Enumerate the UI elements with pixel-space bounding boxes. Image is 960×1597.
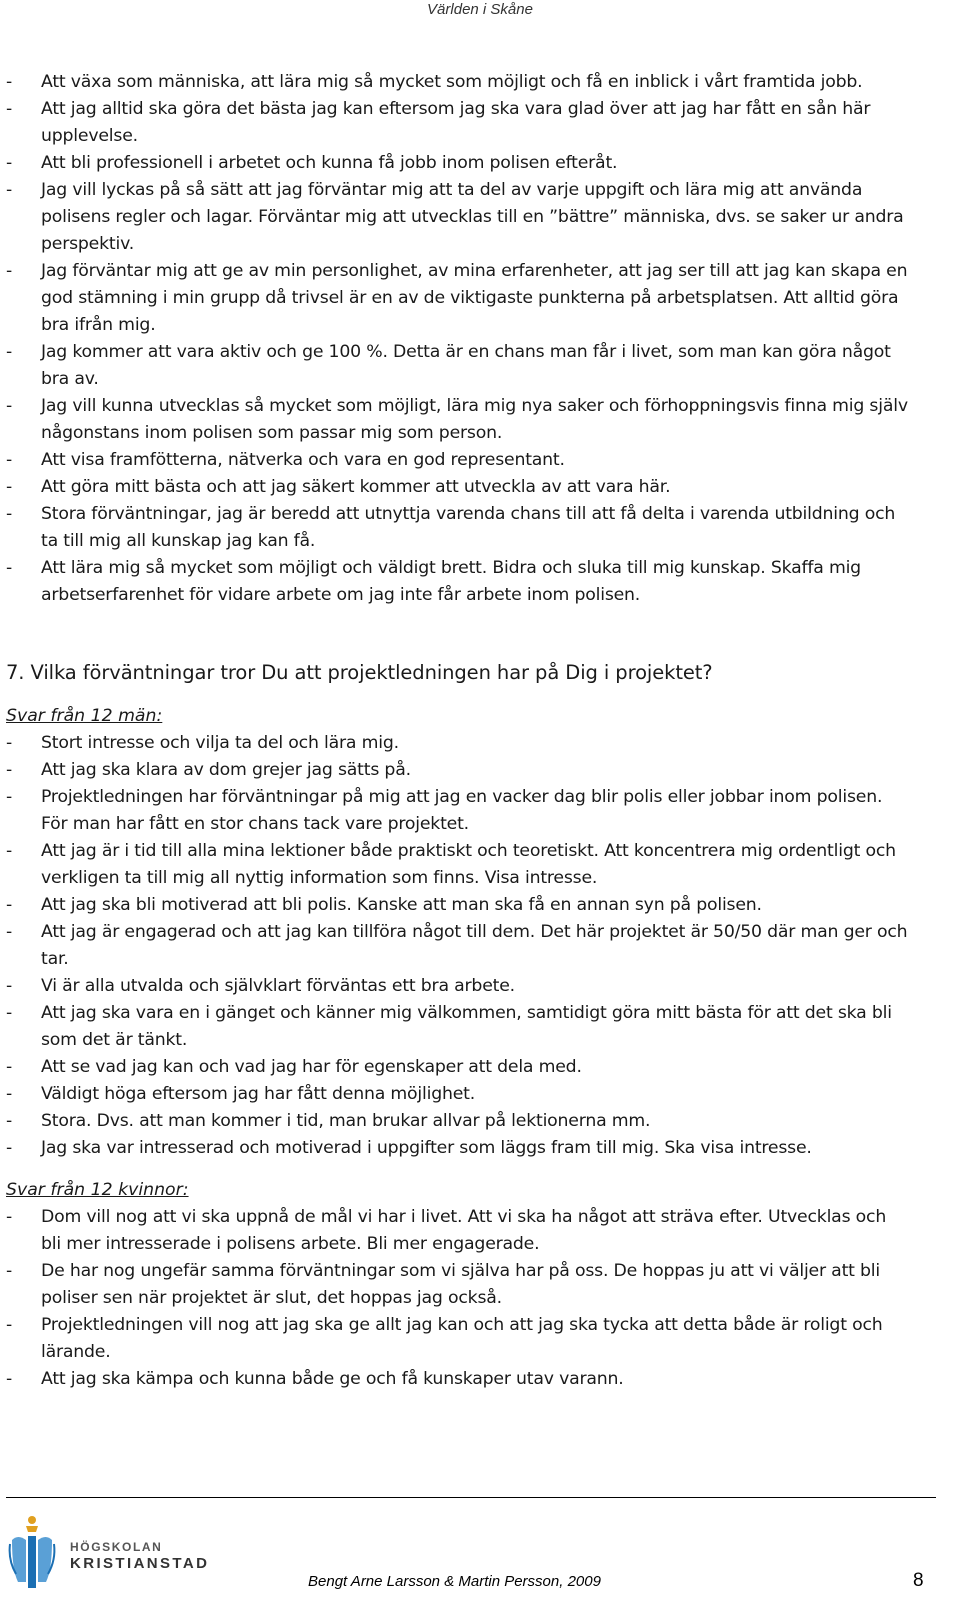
footer-authors: Bengt Arne Larsson & Martin Persson, 2009: [308, 1573, 601, 1590]
document-body: [6, 69, 911, 1393]
men-answer-list: [6, 730, 911, 1162]
list-item: - Att jag ska vara en i gänget och känner mig välkommen, samtidigt göra mitt bästa för att det ska bli som det är tänkt.: [6, 1000, 911, 1054]
list-item: - Att jag alltid ska göra det bästa jag kan eftersom jag ska vara glad över att jag har fått en sån här upplevelse.: [6, 96, 911, 150]
list-item: - Att göra mitt bästa och att jag säkert kommer att utveckla av att vara här.: [6, 474, 911, 501]
list-item: - Att visa framfötterna, nätverka och vara en god representant.: [6, 447, 911, 474]
list-item: - Stora förväntningar, jag är beredd att utnyttja varenda chans till att få delta i varenda utbildning och ta till mig all kunskap jag kan få.: [6, 501, 911, 555]
list-item: - Jag kommer att vara aktiv och ge 100 %. Detta är en chans man får i livet, som man kan göra något bra av.: [6, 339, 911, 393]
logo-line-1: HÖGSKOLAN: [70, 1540, 163, 1554]
men-answers-label: Svar från 12 män:: [6, 706, 163, 726]
list-item: - Jag vill lyckas på så sätt att jag förväntar mig att ta del av varje uppgift och lära mig att använda polisens regler och lagar. Förväntar mig att utvecklas till en ”bättre” människa, dvs. se saker ur andra perspektiv.: [6, 177, 911, 258]
university-logo: [8, 1510, 208, 1590]
list-item: - Att se vad jag kan och vad jag har för egenskaper att dela med.: [6, 1054, 911, 1081]
hogskolan-kristianstad-crest-icon: [8, 1510, 68, 1588]
list-item: - Att jag ska klara av dom grejer jag sätts på.: [6, 757, 911, 784]
list-item: - Att växa som människa, att lära mig så mycket som möjligt och få en inblick i vårt framtida jobb.: [6, 69, 911, 96]
list-item: - Att jag ska kämpa och kunna både ge och få kunskaper utav varann.: [6, 1366, 911, 1393]
list-item: - Stora. Dvs. att man kommer i tid, man brukar allvar på lektionerna mm.: [6, 1108, 911, 1135]
list-item: - Att jag ska bli motiverad att bli polis. Kanske att man ska få en annan syn på polisen.: [6, 892, 911, 919]
question-heading: 7. Vilka förväntningar tror Du att projektledningen har på Dig i projektet?: [6, 661, 713, 684]
logo-line-2: KRISTIANSTAD: [70, 1555, 210, 1572]
list-item: - Att jag är engagerad och att jag kan tillföra något till dem. Det här projektet är 50/50 där man ger och tar.: [6, 919, 911, 973]
page-number: 8: [913, 1570, 924, 1591]
list-item: - Jag ska var intresserad och motiverad i uppgifter som läggs fram till mig. Ska visa intresse.: [6, 1135, 911, 1162]
list-item: - Projektledningen har förväntningar på mig att jag en vacker dag blir polis eller jobbar inom polisen. För man har fått en stor chans tack vare projektet.: [6, 784, 911, 838]
list-item: - Väldigt höga eftersom jag har fått denna möjlighet.: [6, 1081, 911, 1108]
list-item: - Att bli professionell i arbetet och kunna få jobb inom polisen efteråt.: [6, 150, 911, 177]
list-item: - Projektledningen vill nog att jag ska ge allt jag kan och att jag ska tycka att detta både är roligt och lärande.: [6, 1312, 911, 1366]
women-answers-label: Svar från 12 kvinnor:: [6, 1180, 189, 1200]
running-header: Världen i Skåne: [427, 1, 533, 18]
list-item: - Vi är alla utvalda och självklart förväntas ett bra arbete.: [6, 973, 911, 1000]
list-item: - De har nog ungefär samma förväntningar som vi själva har på oss. De hoppas ju att vi väljer att bli poliser sen när projektet är slut, det hoppas jag också.: [6, 1258, 911, 1312]
list-item: - Jag vill kunna utvecklas så mycket som möjligt, lära mig nya saker och förhoppningsvis finna mig själv någonstans inom polisen som passar mig som person.: [6, 393, 911, 447]
women-answer-list: [6, 1204, 911, 1393]
footer-divider: [6, 1497, 936, 1498]
list-item: - Stort intresse och vilja ta del och lära mig.: [6, 730, 911, 757]
list-item: - Att lära mig så mycket som möjligt och väldigt brett. Bidra och sluka till mig kunskap. Skaffa mig arbetserfarenhet för vidare arbete om jag inte får arbete inom polisen.: [6, 555, 911, 609]
list-item: - Att jag är i tid till alla mina lektioner både praktiskt och teoretiskt. Att koncentrera mig ordentligt och verkligen ta till mig all nyttig information som finns. Visa intresse.: [6, 838, 911, 892]
list-item: - Jag förväntar mig att ge av min personlighet, av mina erfarenheter, att jag ser till att jag kan skapa en god stämning i min grupp då trivsel är en av de viktigaste punkterna på arbetsplatsen. Att alltid göra bra ifrån mig.: [6, 258, 911, 339]
list-item: - Dom vill nog att vi ska uppnå de mål vi har i livet. Att vi ska ha något att sträva efter. Utvecklas och bli mer intresserade i polisens arbete. Bli mer engagerade.: [6, 1204, 911, 1258]
intro-answer-list: [6, 69, 911, 609]
